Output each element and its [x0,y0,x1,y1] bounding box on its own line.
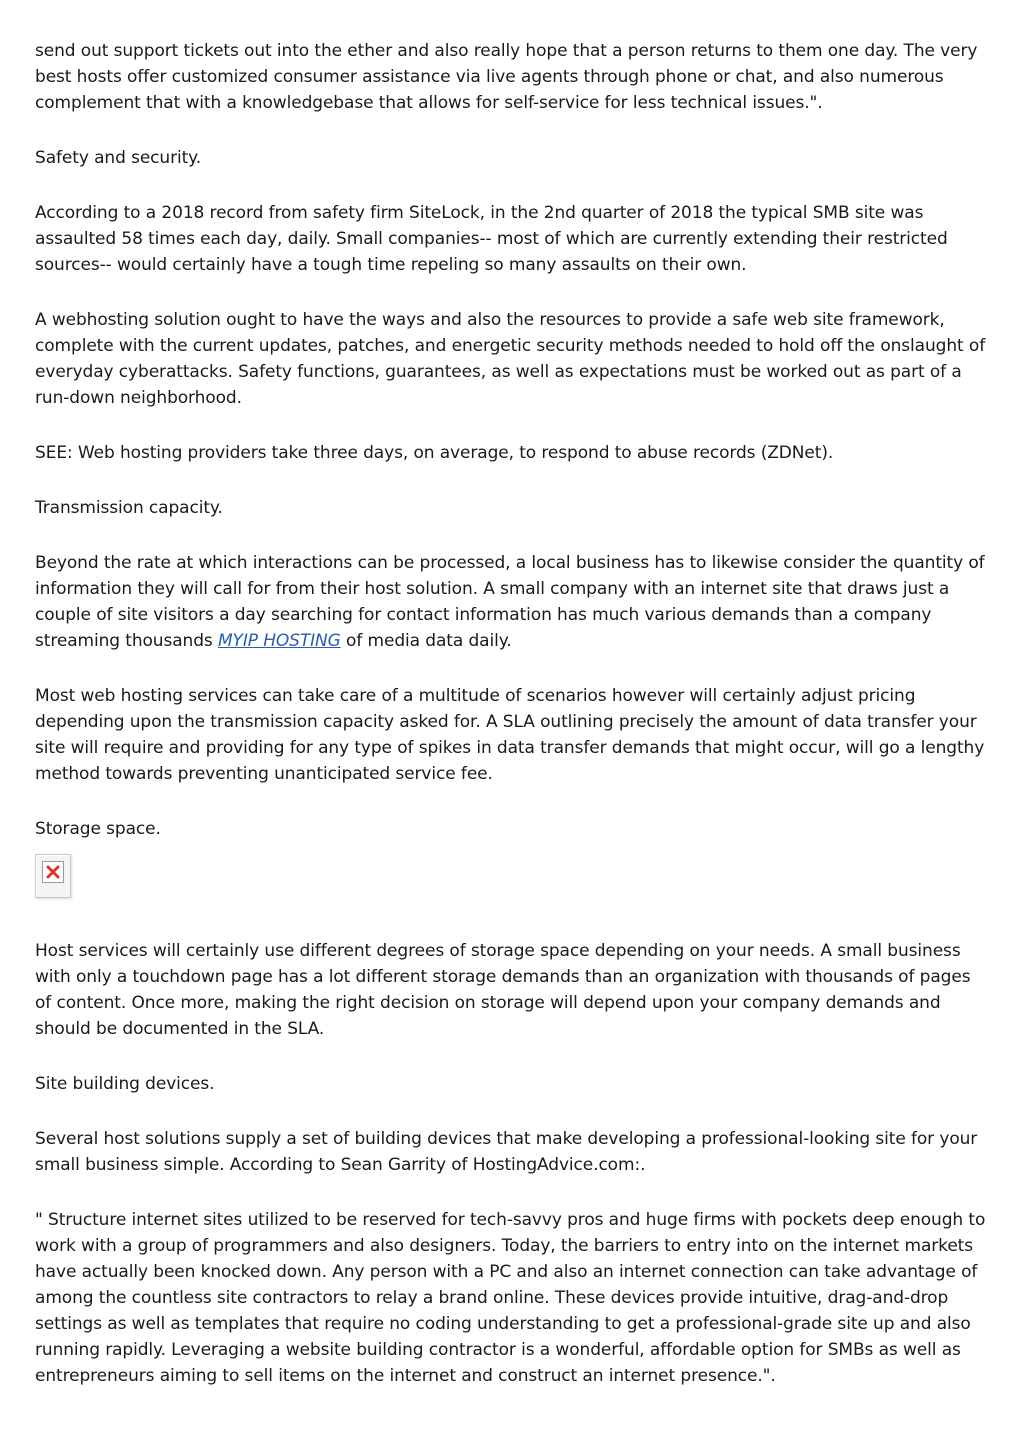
section-heading-storage: Storage space. [35,819,161,839]
paragraph-bandwidth-text-end: of media data daily. [340,631,512,651]
paragraph-builder-tools: Several host solutions supply a set of building devices that make developing a professional-looking site for your small business simple. According to Sean Garrity of HostingAdvice.com:. [35,1129,978,1175]
paragraph-webhosting-security: A webhosting solution ought to have the ways and also the resources to provide a safe web site framework, complete with the current updates, patches, and energetic security methods needed to hold off the onslaught of everyday cyberattacks. Safety functions, guarantees, as well as expectations must be worked out as part of a run-down neighborhood. [35,310,986,408]
broken-image-x-box [42,861,64,883]
close-x-icon [45,864,61,880]
section-heading-safety: Safety and security. [35,148,202,168]
section-heading-transmission: Transmission capacity. [35,498,223,518]
broken-image-icon [35,854,71,898]
paragraph-pricing: Most web hosting services can take care of a multitude of scenarios however will certainly adjust pricing depending upon the transmission capacity asked for. A SLA outlining precisely the amount of data transfer your site will require and providing for any type of spikes in data transfer demands that might occur, will go a lengthy method towards preventing unanticipated service fee. [35,686,985,784]
paragraph-support: send out support tickets out into the ether and also really hope that a person returns to them one day. The very best hosts offer customized consumer assistance via live agents through phone or chat, and also numerous complement that with a knowledgebase that allows for self-service for less technical issues.". [35,41,978,113]
document-page [35,38,990,1418]
paragraph-sitelock: According to a 2018 record from safety firm SiteLock, in the 2nd quarter of 2018 the typical SMB site was assaulted 58 times each day, daily. Small companies-- most of which are currently extending their restricted sources-- would certainly have a tough time repeling so many assaults on their own. [35,203,948,275]
paragraph-bandwidth-text-start: Beyond the rate at which interactions can be processed, a local business has to likewise consider the quantity of information they will call for from their host solution. A small company with an internet site that draws just a couple of site visitors a day searching for contact information has much various demands than a company streaming thousands [35,553,985,651]
myip-hosting-link[interactable]: MYIP HOSTING [217,631,341,651]
paragraph-bandwidth [35,550,990,654]
paragraph-storage: Host services will certainly use different degrees of storage space depending on your needs. A small business with only a touchdown page has a lot different storage demands than an organization with thousands of pages of content. Once more, making the right decision on storage will depend upon your company demands and should be documented in the SLA. [35,941,971,1039]
paragraph-see-zdnet: SEE: Web hosting providers take three days, on average, to respond to abuse records (ZDNet). [35,443,834,463]
section-heading-site-building: Site building devices. [35,1074,215,1094]
paragraph-quote: " Structure internet sites utilized to be reserved for tech-savvy pros and huge firms with pockets deep enough to work with a group of programmers and also designers. Today, the barriers to entry into on the internet markets have actually been knocked down. Any person with a PC and also an internet connection can take advantage of among the countless site contractors to relay a brand online. These devices provide intuitive, drag-and-drop settings as well as templates that require no coding understanding to get a professional-grade site up and also running rapidly. Leveraging a website building contractor is a wonderful, affordable option for SMBs as well as entrepreneurs aiming to sell items on the internet and construct an internet presence.". [35,1210,986,1386]
